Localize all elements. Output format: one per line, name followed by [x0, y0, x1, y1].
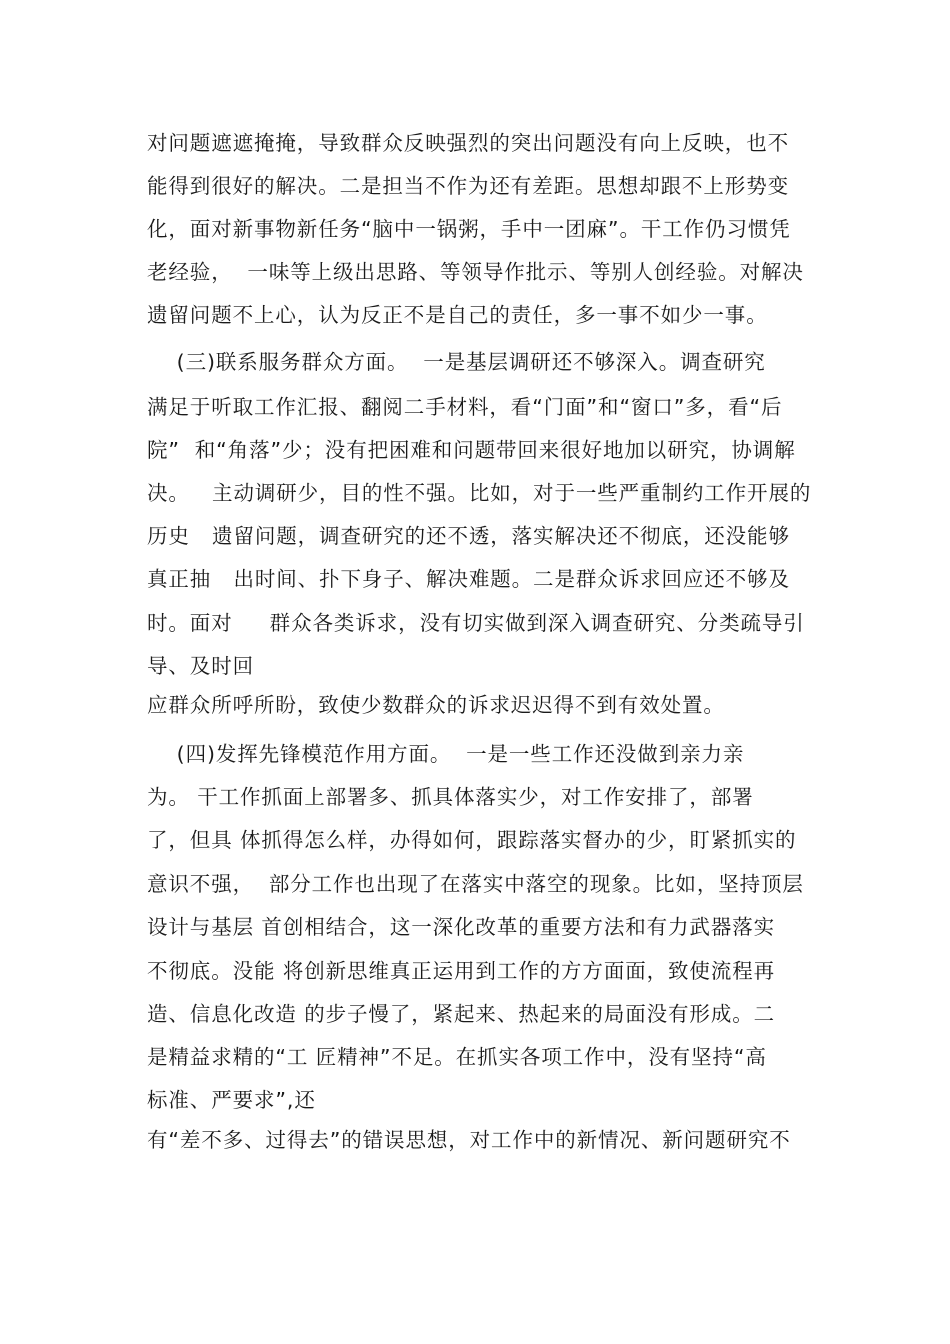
text-line: 造、信息化改造 的步子慢了，紧起来、热起来的局面没有形成。二 [147, 1002, 776, 1026]
text-line: 老经验， 一味等上级出思路、等领导作批示、等别人创经验。对解决 [147, 260, 804, 284]
text-line: 院” 和“角落”少；没有把困难和问题带回来很好地加以研究，协调解 [147, 438, 796, 462]
text-line: 对问题遮遮掩掩，导致群众反映强烈的突出问题没有向上反映，也不 [147, 131, 789, 155]
section-heading-line: (四)发挥先锋模范作用方面。 一是一些工作还没做到亲力亲 [147, 742, 745, 766]
text-line: 为。 干工作抓面上部署多、抓具体落实少，对工作安排了，部署 [147, 785, 754, 809]
text-line: 应群众所呼所盼，致使少数群众的诉求迟迟得不到有效处置。 [147, 693, 725, 717]
text-line: 设计与基层 首创相结合，这一深化改革的重要方法和有力武器落实 [147, 915, 776, 939]
text-line: 历史 遗留问题，调查研究的还不透，落实解决还不彻底，还没能够 [147, 524, 790, 548]
text-line: 了，但具 体抓得怎么样，办得如何，跟踪落实督办的少，盯紧抓实的 [147, 828, 797, 852]
text-line: 遗留问题不上心，认为反正不是自己的责任，多一事不如少一事。 [147, 303, 768, 327]
section-heading-line: (三)联系服务群众方面。 一是基层调研还不够深入。调查研究 [147, 350, 766, 374]
text-line: 能得到很好的解决。二是担当不作为还有差距。思想却跟不上形势变 [147, 174, 789, 198]
text-line: 意识不强， 部分工作也出现了在落实中落空的现象。比如，坚持顶层 [147, 872, 804, 896]
text-line: 不彻底。没能 将创新思维真正运用到工作的方方面面，致使流程再 [147, 959, 776, 983]
text-line: 时。面对 群众各类诉求，没有切实做到深入调查研究、分类疏导引 [147, 611, 805, 635]
text-line: 导、及时回 [147, 654, 254, 678]
text-line: 决。 主动调研少，目的性不强。比如，对于一些严重制约工作开展的 [147, 481, 812, 505]
text-line: 是精益求精的“工 匠精神”不足。在抓实各项工作中，没有坚持“高 [147, 1045, 767, 1069]
text-line: 有“差不多、过得去”的错误思想，对工作中的新情况、新问题研究不 [147, 1128, 791, 1152]
text-line: 真正抽 出时间、扑下身子、解决难题。二是群众诉求回应还不够及 [147, 567, 790, 591]
text-line: 化，面对新事物新任务“脑中一锅粥，手中一团麻”。干工作仍习惯凭 [147, 217, 791, 241]
text-line: 标准、严要求”,还 [147, 1088, 316, 1112]
text-line: 满足于听取工作汇报、翻阅二手材料，看“门面”和“窗口”多，看“后 [147, 395, 783, 419]
